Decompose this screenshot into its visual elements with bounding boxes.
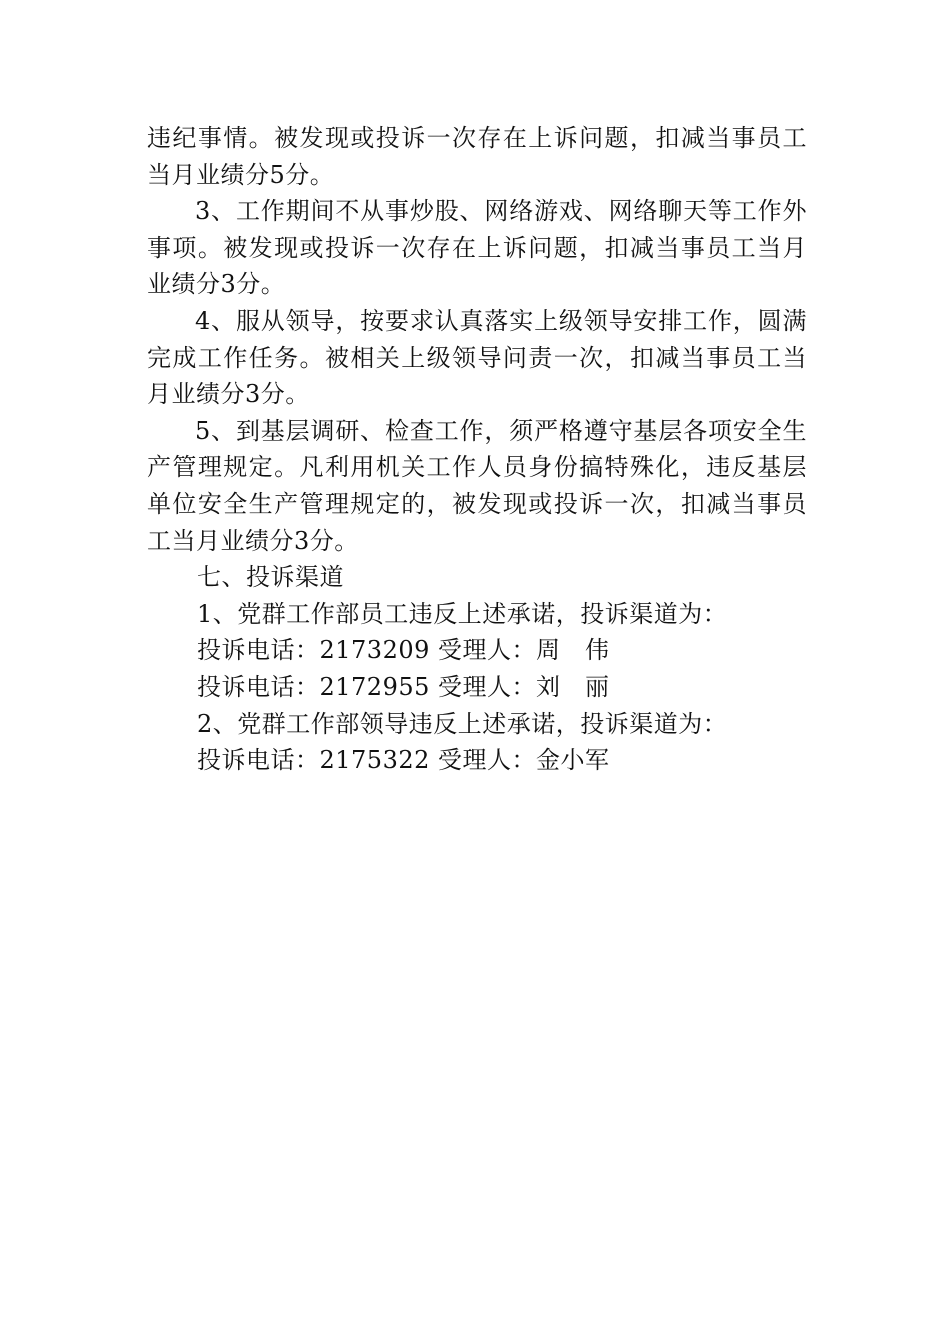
section-title: 七、投诉渠道 bbox=[197, 563, 344, 592]
complaint-phone-3: 投诉电话：2175322 受理人：金小军 bbox=[197, 746, 610, 775]
paragraph-item-5: 5、到基层调研、检查工作，须严格遵守基层各项安全生产管理规定。凡利用机关工作人员身份搞特殊化，违反基层单位安全生产管理规定的，被发现或投诉一次，扣减当事员工当月业绩分3分。 bbox=[147, 416, 807, 555]
document-body bbox=[147, 120, 807, 779]
paragraph-item-3: 3、工作期间不从事炒股、网络游戏、网络聊天等工作外事项。被发现或投诉一次存在上诉问题，扣减当事员工当月业绩分3分。 bbox=[147, 197, 807, 299]
paragraph-item-4: 4、服从领导，按要求认真落实上级领导安排工作，圆满完成工作任务。被相关上级领导问责一次，扣减当事员工当月业绩分3分。 bbox=[147, 306, 807, 409]
complaint-phone-2: 投诉电话：2172955 受理人：刘 丽 bbox=[197, 672, 610, 701]
complaint-phone-1: 投诉电话：2173209 受理人：周 伟 bbox=[197, 636, 610, 665]
complaint-channel-staff: 1、党群工作部员工违反上述承诺，投诉渠道为： bbox=[197, 599, 728, 628]
paragraph-continuation: 违纪事情。被发现或投诉一次存在上诉问题，扣减当事员工当月业绩分5分。 bbox=[147, 124, 807, 189]
complaint-channel-leaders: 2、党群工作部领导违反上述承诺，投诉渠道为： bbox=[197, 709, 728, 738]
